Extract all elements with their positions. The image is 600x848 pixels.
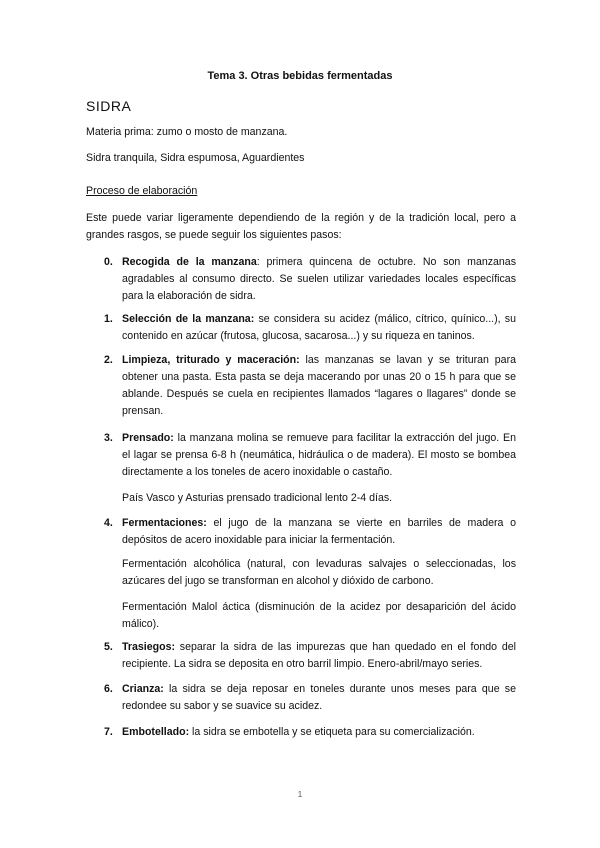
- step-text: : primera quincena de octubre. No son manzanas agradables al consumo directo. Se suelen utilizar variedades locales específicas para la elaboración de sidra.: [122, 256, 516, 302]
- step-body: [122, 639, 516, 673]
- section-heading-sidra: SIDRA: [86, 98, 132, 114]
- intro-paragraph: Este puede variar ligeramente dependiendo de la región y de la tradición local, pero a grandes rasgos, se puede seguir los siguientes pasos:: [86, 212, 516, 241]
- step-4-note-alcoholic: Fermentación alcohólica (natural, con levaduras salvajes o seleccionadas, los azúcares del jugo se transforman en alcohol y dióxido de carbono.: [122, 558, 516, 587]
- step-body: [122, 352, 516, 420]
- step-text: la manzana molina se remueve para facilitar la extracción del jugo. En el lagar se prensa 6-8 h (neumática, hidráulica o de madera). El mosto se bombea directamente a los toneles de acero inoxidable o castaño.: [122, 432, 516, 478]
- step-4-note-malolactic: Fermentación Malol áctica (disminución de la acidez por desaparición del ácido málico).: [122, 601, 516, 630]
- step-text: se considera su acidez (málico, cítrico, quínico...), su contenido en azúcar (frutosa, glucosa, sacarosa...) y su riqueza en taninos.: [122, 313, 516, 342]
- step-body: [122, 430, 516, 481]
- step-text: separar la sidra de las impurezas que han quedado en el fondo del recipiente. La sidra se deposita en otro barril limpio. Enero-abril/mayo series.: [122, 641, 516, 670]
- page-number: 1: [297, 790, 303, 799]
- step-body: [122, 515, 516, 549]
- step-body: [122, 311, 516, 345]
- step-text: el jugo de la manzana se vierte en barriles de madera o depósitos de acero inoxidable para iniciar la fermentación.: [122, 517, 516, 546]
- step-number: 7.: [104, 726, 113, 738]
- step-number: 2.: [104, 354, 113, 366]
- step-title: Prensado:: [122, 432, 174, 444]
- step-title: Trasiegos:: [122, 641, 175, 653]
- step-title: Embotellado:: [122, 726, 190, 738]
- step-body: [122, 681, 516, 715]
- step-text: las manzanas se lavan y se trituran para obtener una pasta. Esta pasta se deja macerando por unas 20 o 15 h para que se ablande. Después se cuela en recipientes llamados “lagares o llagares” donde se prensan.: [122, 354, 516, 417]
- step-text: la sidra se embotella y se etiqueta para su comercialización.: [189, 726, 475, 738]
- step-body: [122, 724, 516, 741]
- step-number: 0.: [104, 256, 113, 268]
- raw-material-line: Materia prima: zumo o mosto de manzana.: [86, 126, 288, 138]
- document-title: Tema 3. Otras bebidas fermentadas: [207, 70, 393, 82]
- step-number: 4.: [104, 517, 113, 529]
- types-line: Sidra tranquila, Sidra espumosa, Aguardientes: [86, 152, 305, 164]
- step-text: la sidra se deja reposar en toneles durante unos meses para que se redondee su sabor y se suavice su acidez.: [122, 683, 516, 712]
- step-title: Recogida de la manzana: [122, 256, 257, 268]
- step-number: 1.: [104, 313, 113, 325]
- step-number: 5.: [104, 641, 113, 653]
- step-title: Selección de la manzana:: [122, 313, 255, 325]
- step-title: Limpieza, triturado y maceración:: [122, 354, 300, 366]
- step-number: 6.: [104, 683, 113, 695]
- step-number: 3.: [104, 432, 113, 444]
- step-title: Fermentaciones:: [122, 517, 207, 529]
- step-title: Crianza:: [122, 683, 164, 695]
- step-3-note: País Vasco y Asturias prensado tradicional lento 2-4 días.: [122, 492, 393, 504]
- process-heading: Proceso de elaboración: [86, 185, 198, 197]
- step-body: [122, 254, 516, 305]
